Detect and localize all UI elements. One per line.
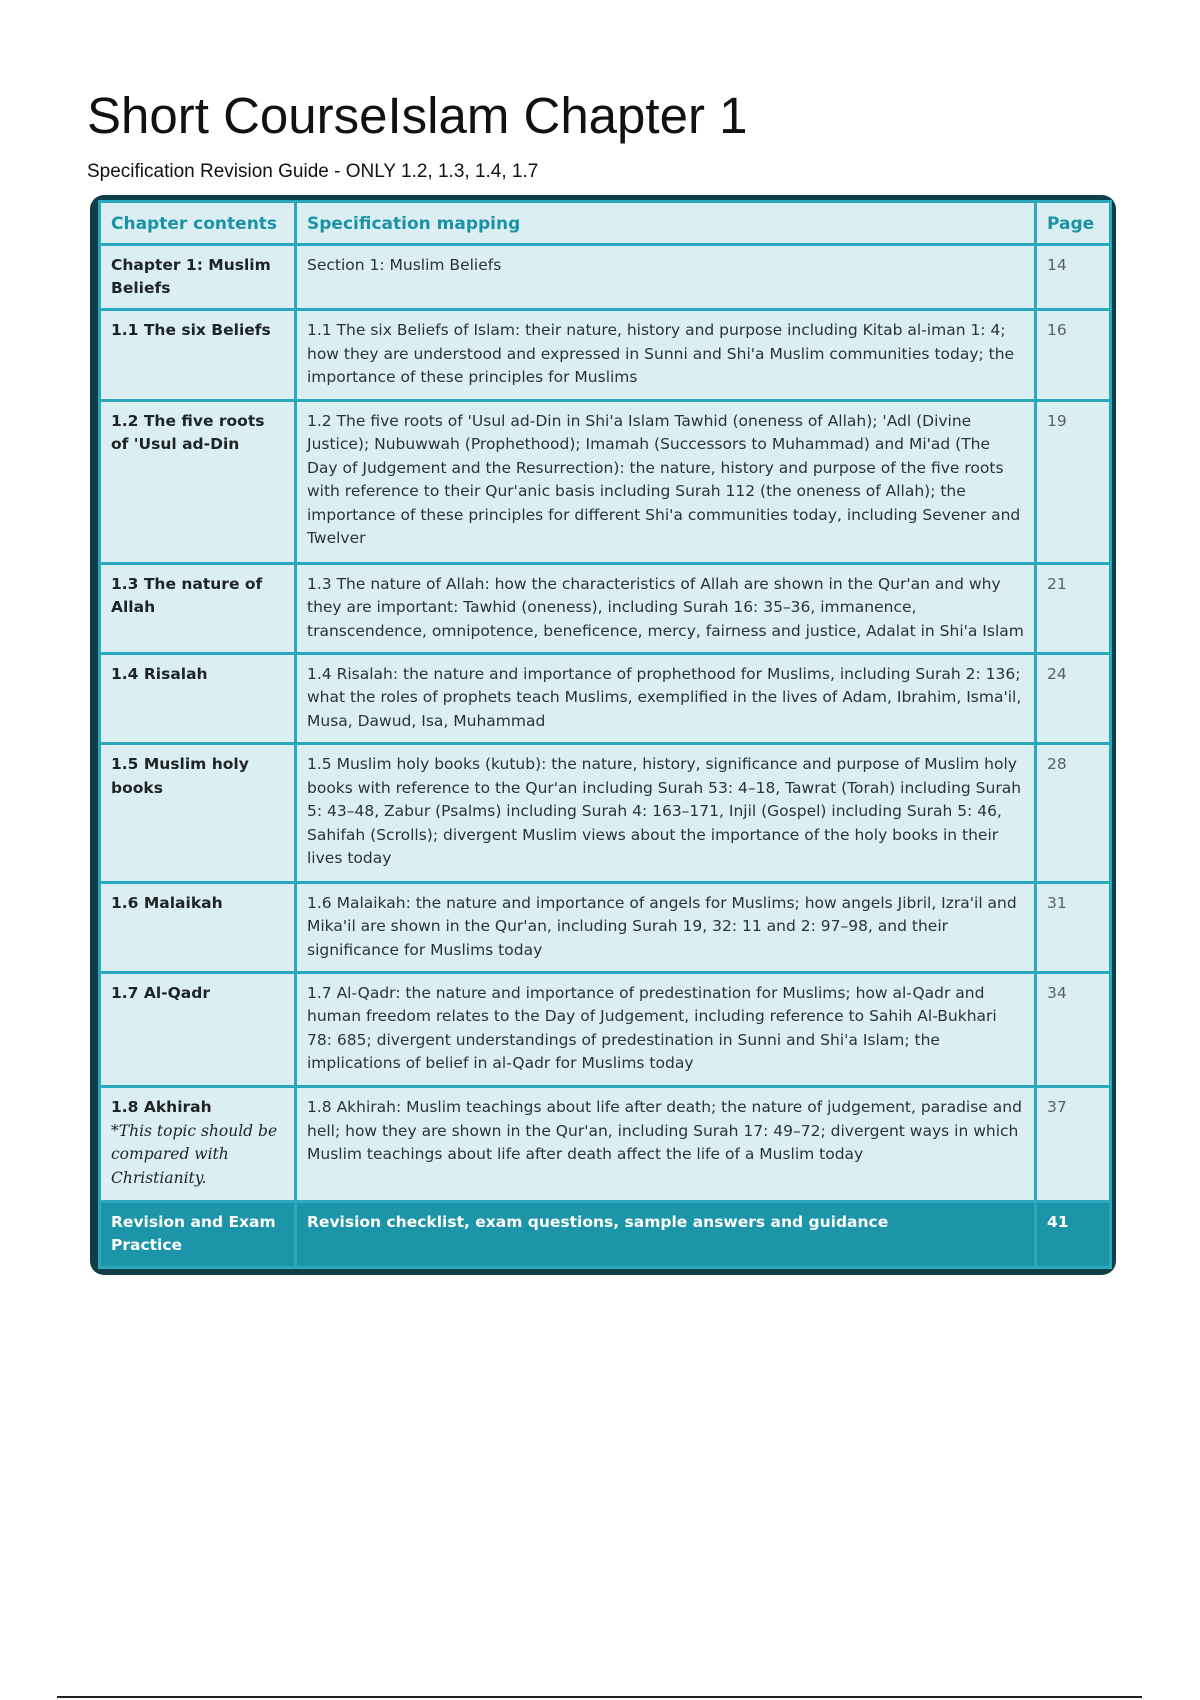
chapter-cell: Chapter 1: Muslim Beliefs	[100, 244, 296, 310]
revision-chapter-cell: Revision and Exam Practice	[100, 1201, 296, 1267]
mapping-cell: 1.6 Malaikah: the nature and importance of angels for Muslims; how angels Jibril, Izra'il and Mika'il are shown in the Qur'an, including Surah 19, 32: 11 and 2: 97–98, and their significance for Muslims today	[296, 882, 1036, 972]
table-row	[100, 972, 1111, 1086]
page-cell: 34	[1036, 972, 1111, 1086]
mapping-cell: 1.2 The five roots of 'Usul ad-Din in Shi'a Islam Tawhid (oneness of Allah); 'Adl (Divine Justice); Nubuwwah (Prophethood); Imamah (Successors to Muhammad) and Mi'ad (The Day of Judgement and the Resurrection): the nature, history and purpose of the five roots with reference to their Qur'anic basis including Surah 112 (the oneness of Allah); the importance of these principles for different Shi'a communities today, including Sevener and Twelver	[296, 400, 1036, 563]
page-cell: 24	[1036, 653, 1111, 743]
header-specification-mapping: Specification mapping	[296, 202, 1036, 245]
revision-row	[100, 1201, 1111, 1267]
table-row	[100, 244, 1111, 310]
revision-page-cell: 41	[1036, 1201, 1111, 1267]
table-row	[100, 400, 1111, 563]
chapter-contents-table	[98, 200, 1112, 1269]
table-row	[100, 744, 1111, 883]
table-row	[100, 882, 1111, 972]
table-row	[100, 310, 1111, 400]
document-subtitle: Specification Revision Guide - ONLY 1.2, 1.3, 1.4, 1.7	[87, 161, 539, 182]
document-title: Short CourseIslam Chapter 1	[87, 87, 748, 144]
table-header-row	[100, 202, 1111, 245]
mapping-cell: 1.8 Akhirah: Muslim teachings about life after death; the nature of judgement, paradise and hell; how they are shown in the Qur'an, including Surah 17: 49–72; divergent ways in which Muslim teachings about life after death affect the life of a Muslim today	[296, 1087, 1036, 1201]
table-row	[100, 1087, 1111, 1201]
page-cell: 19	[1036, 400, 1111, 563]
page-cell: 31	[1036, 882, 1111, 972]
chapter-cell: 1.7 Al-Qadr	[100, 972, 296, 1086]
page-cell: 28	[1036, 744, 1111, 883]
page-cell: 14	[1036, 244, 1111, 310]
mapping-cell: 1.7 Al-Qadr: the nature and importance of predestination for Muslims; how al-Qadr and human freedom relates to the Day of Judgement, including reference to Sahih Al-Bukhari 78: 685; divergent understandings of predestination in Sunni and Shi'a Islam; the implications of belief in al-Qadr for Muslims today	[296, 972, 1036, 1086]
mapping-cell: 1.3 The nature of Allah: how the characteristics of Allah are shown in the Qur'an and why they are important: Tawhid (oneness), including Surah 16: 35–36, immanence, transcendence, omnipotence, beneficence, mercy, fairness and justice, Adalat in Shi'a Islam	[296, 563, 1036, 653]
table-row	[100, 653, 1111, 743]
chapter-title: 1.8 Akhirah	[111, 1098, 212, 1117]
footer-divider	[57, 1696, 1142, 1698]
comparison-note: *This topic should be compared with Christianity.	[111, 1121, 278, 1187]
page-cell: 21	[1036, 563, 1111, 653]
chapter-cell: 1.5 Muslim holy books	[100, 744, 296, 883]
chapter-cell	[100, 1087, 296, 1201]
mapping-cell: Section 1: Muslim Beliefs	[296, 244, 1036, 310]
chapter-cell: 1.1 The six Beliefs	[100, 310, 296, 400]
header-chapter-contents: Chapter contents	[100, 202, 296, 245]
mapping-cell: 1.4 Risalah: the nature and importance of prophethood for Muslims, including Surah 2: 136; what the roles of prophets teach Muslims, exemplified in the lives of Adam, Ibrahim, Isma'il, Musa, Dawud, Isa, Muhammad	[296, 653, 1036, 743]
revision-mapping-cell: Revision checklist, exam questions, sample answers and guidance	[296, 1201, 1036, 1267]
table-row	[100, 563, 1111, 653]
chapter-cell: 1.2 The five roots of 'Usul ad-Din	[100, 400, 296, 563]
chapter-cell: 1.3 The nature of Allah	[100, 563, 296, 653]
header-page: Page	[1036, 202, 1111, 245]
mapping-cell: 1.5 Muslim holy books (kutub): the nature, history, significance and purpose of Muslim holy books with reference to the Qur'an including Surah 53: 4–18, Tawrat (Torah) including Surah 5: 43–48, Zabur (Psalms) including Surah 4: 163–171, Injil (Gospel) including Surah 5: 46, Sahifah (Scrolls); divergent Muslim views about the importance of the holy books in their lives today	[296, 744, 1036, 883]
chapter-cell: 1.6 Malaikah	[100, 882, 296, 972]
page-cell: 37	[1036, 1087, 1111, 1201]
mapping-cell: 1.1 The six Beliefs of Islam: their nature, history and purpose including Kitab al-iman 1: 4; how they are understood and expressed in Sunni and Shi'a Muslim communities today; the importance of these principles for Muslims	[296, 310, 1036, 400]
chapter-cell: 1.4 Risalah	[100, 653, 296, 743]
chapter-contents-table-frame	[90, 195, 1116, 1275]
page-cell: 16	[1036, 310, 1111, 400]
